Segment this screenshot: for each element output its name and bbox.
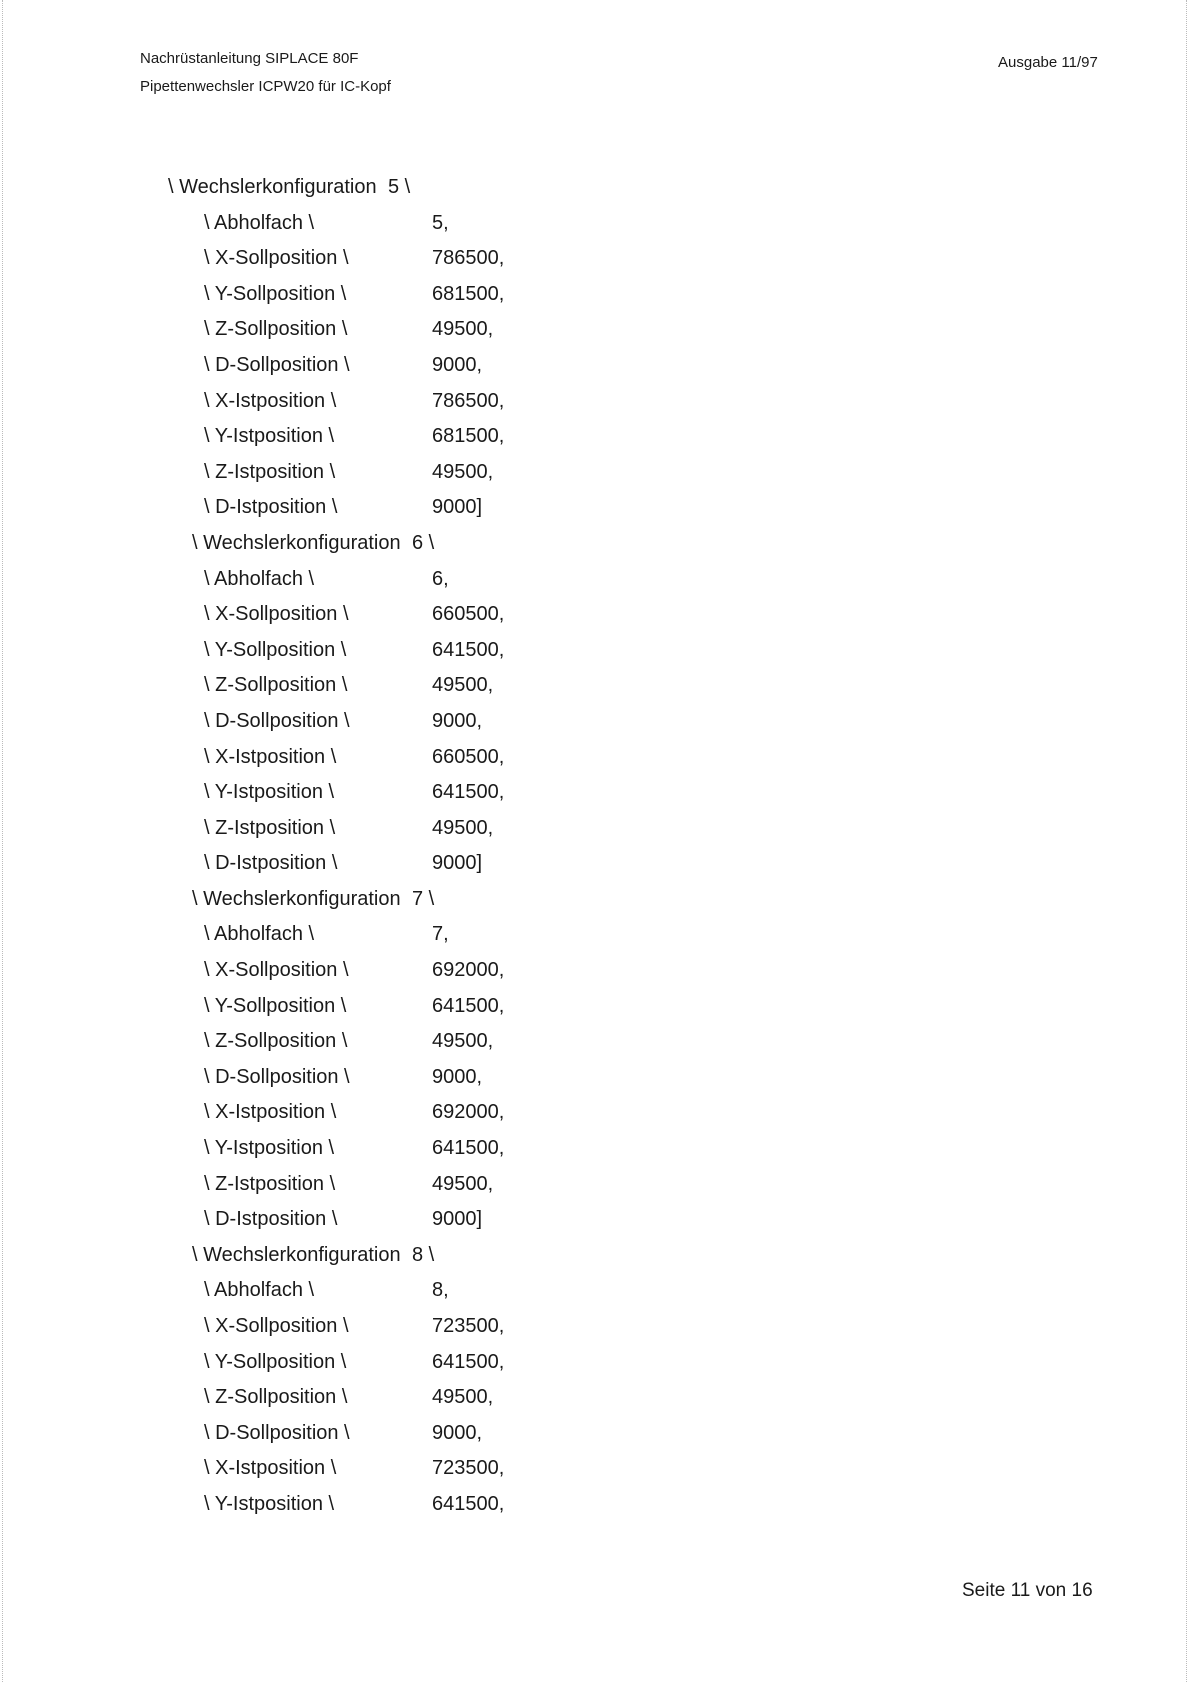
config-parameter-row [0,1095,1190,1131]
parameter-label: \ Y-Istposition \ [204,1492,335,1515]
parameter-label: \ Abholfach \ [204,1279,315,1302]
parameter-value: 692000, [432,959,505,982]
parameter-label: \ D-Istposition \ [204,852,338,875]
config-parameter-row [0,1309,1190,1345]
parameter-label: \ Z-Sollposition \ [204,674,348,697]
parameter-label: \ D-Sollposition \ [204,353,350,376]
config-parameter-row [0,989,1190,1025]
parameter-value: 9000] [432,852,483,875]
parameter-label: \ Wechslerkonfiguration [192,887,401,910]
parameter-value: 7 \ [412,887,435,910]
config-parameter-row [0,597,1190,633]
configuration-listing [0,170,1190,1523]
parameter-label: \ X-Sollposition \ [204,1315,349,1337]
parameter-label: \ Y-Sollposition \ [204,994,347,1017]
parameter-value: 641500, [432,994,505,1017]
parameter-value: 641500, [432,1350,505,1373]
parameter-value: 5, [432,211,449,234]
parameter-value: 681500, [432,282,505,305]
parameter-label: \ Abholfach \ [204,211,315,234]
config-parameter-row [0,704,1190,740]
header-edition: Ausgabe 11/97 [998,54,1098,71]
config-parameter-row [0,312,1190,348]
parameter-label: \ Wechslerkonfiguration [168,176,377,198]
config-parameter-row [0,1487,1190,1523]
parameter-label: \ X-Istposition \ [204,745,337,768]
page-number: Seite 11 von 16 [962,1580,1093,1601]
config-parameter-row [0,562,1190,598]
parameter-label: \ Abholfach \ [204,567,315,590]
config-parameter-row [0,1273,1190,1309]
parameter-label: \ Z-Sollposition \ [204,1386,348,1409]
parameter-value: 7, [432,923,449,946]
config-parameter-row [0,953,1190,989]
config-parameter-row [0,1131,1190,1167]
parameter-value: 49500, [432,816,494,839]
parameter-value: 9000] [432,496,483,519]
parameter-label: \ Z-Istposition \ [204,1172,336,1195]
config-parameter-row [0,1060,1190,1096]
parameter-label: \ D-Istposition \ [204,1208,338,1231]
config-parameter-row [0,1024,1190,1060]
parameter-label: \ D-Istposition \ [204,496,338,519]
parameter-value: 9000, [432,1065,483,1088]
parameter-label: \ Wechslerkonfiguration [192,531,401,554]
config-parameter-row [0,668,1190,704]
config-parameter-row [0,348,1190,384]
parameter-label: \ X-Istposition \ [204,389,337,412]
config-parameter-row [0,206,1190,242]
parameter-label: \ Z-Sollposition \ [204,1030,348,1053]
parameter-label: \ D-Sollposition \ [204,1421,350,1444]
parameter-label: \ X-Istposition \ [204,1457,337,1480]
parameter-label: \ Y-Sollposition \ [204,638,347,661]
config-parameter-row [0,384,1190,420]
parameter-value: 9000, [432,353,483,376]
config-parameter-row [0,917,1190,953]
parameter-label: \ Z-Sollposition \ [204,318,348,341]
parameter-value: 49500, [432,460,494,483]
parameter-label: \ X-Istposition \ [204,1101,337,1124]
parameter-label: \ Y-Istposition \ [204,781,335,804]
parameter-value: 692000, [432,1101,505,1124]
parameter-value: 5 \ [388,176,411,198]
parameter-value: 723500, [432,1315,505,1337]
parameter-value: 786500, [432,247,505,270]
header-document-title: Nachrüstanleitung SIPLACE 80F [140,50,359,67]
config-parameter-row [0,811,1190,847]
config-parameter-row [0,419,1190,455]
parameter-value: 786500, [432,389,505,412]
parameter-value: 660500, [432,603,505,626]
config-parameter-row [0,740,1190,776]
parameter-label: \ Z-Istposition \ [204,460,336,483]
parameter-label: \ Wechslerkonfiguration [192,1243,401,1266]
parameter-value: 681500, [432,425,505,448]
parameter-value: 9000] [432,1208,483,1231]
parameter-value: 641500, [432,638,505,661]
config-parameter-row [0,775,1190,811]
parameter-label: \ Y-Sollposition \ [204,282,347,305]
config-parameter-row [0,1451,1190,1487]
config-heading [0,526,1190,562]
parameter-value: 8, [432,1279,449,1302]
config-parameter-row [0,277,1190,313]
parameter-label: \ Y-Istposition \ [204,1137,335,1160]
parameter-value: 49500, [432,1172,494,1195]
config-heading [0,1238,1190,1274]
parameter-label: \ Y-Sollposition \ [204,1350,347,1373]
parameter-value: 641500, [432,1492,505,1515]
config-parameter-row [0,455,1190,491]
config-parameter-row [0,1345,1190,1381]
config-heading [0,882,1190,918]
parameter-label: \ Abholfach \ [204,923,315,946]
parameter-label: \ X-Sollposition \ [204,603,349,626]
parameter-value: 641500, [432,1137,505,1160]
parameter-label: \ Y-Istposition \ [204,425,335,448]
parameter-value: 6 \ [412,531,435,554]
parameter-label: \ X-Sollposition \ [204,959,349,982]
parameter-value: 641500, [432,781,505,804]
parameter-value: 49500, [432,1030,494,1053]
parameter-value: 9000, [432,1421,483,1444]
config-heading [0,170,1190,206]
config-parameter-row [0,633,1190,669]
parameter-label: \ Z-Istposition \ [204,816,336,839]
config-parameter-row [0,1167,1190,1203]
parameter-value: 49500, [432,318,494,341]
config-parameter-row [0,490,1190,526]
parameter-value: 6, [432,567,449,590]
parameter-label: \ D-Sollposition \ [204,709,350,732]
config-parameter-row [0,1202,1190,1238]
parameter-label: \ X-Sollposition \ [204,247,349,270]
config-parameter-row [0,1380,1190,1416]
parameter-value: 723500, [432,1457,505,1480]
header-document-subtitle: Pipettenwechsler ICPW20 für IC-Kopf [140,78,391,95]
config-parameter-row [0,846,1190,882]
config-parameter-row [0,1416,1190,1452]
parameter-value: 49500, [432,674,494,697]
parameter-value: 49500, [432,1386,494,1409]
parameter-label: \ D-Sollposition \ [204,1065,350,1088]
config-parameter-row [0,241,1190,277]
parameter-value: 8 \ [412,1243,435,1266]
parameter-value: 9000, [432,709,483,732]
parameter-value: 660500, [432,745,505,768]
